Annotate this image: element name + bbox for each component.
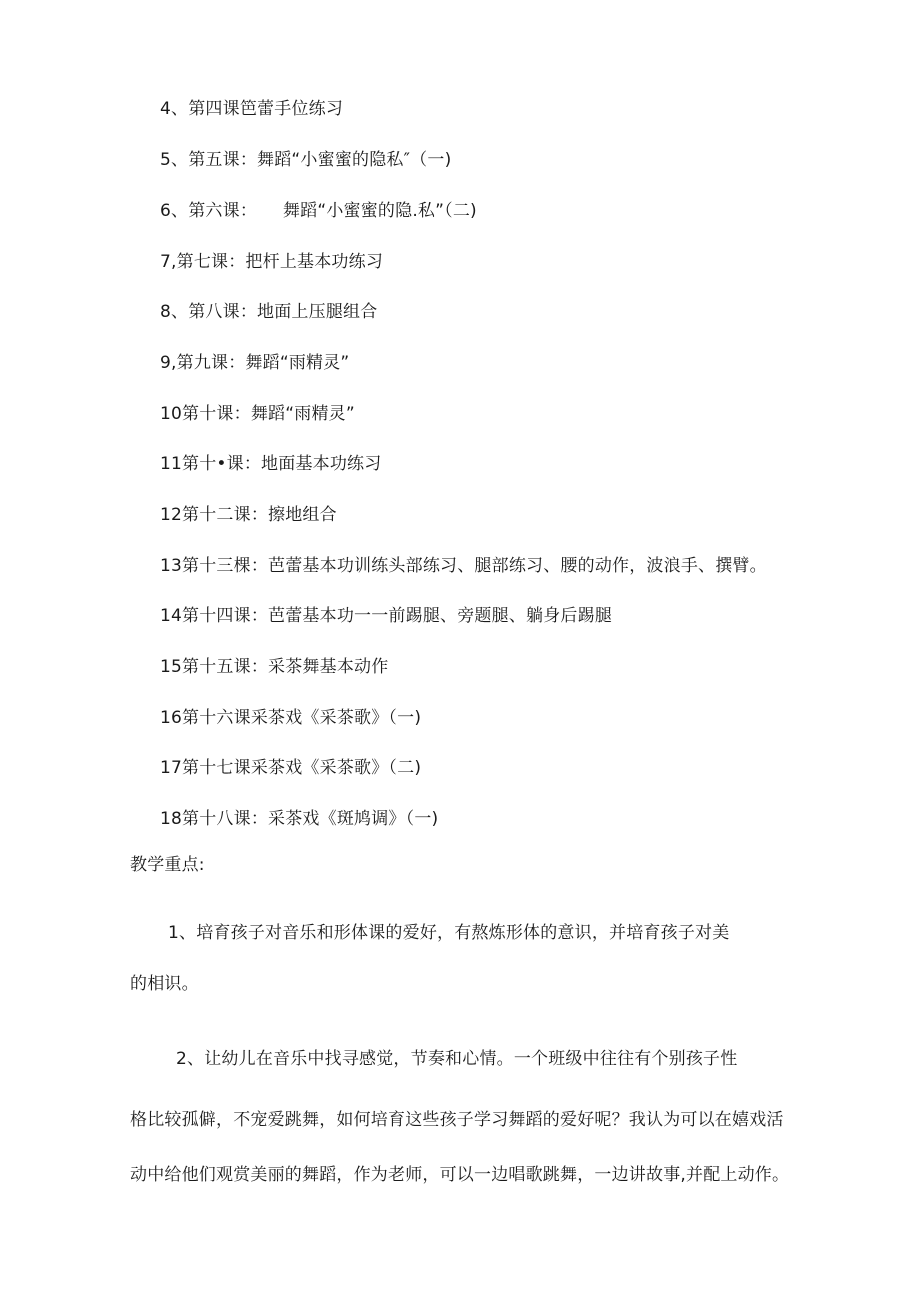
lesson-item-13: 13第十三棵：芭蕾基本功训练头部练习、腿部练习、腰的动作，波浪手、撰臂。 [160,556,767,576]
lesson-item-8: 8、第八课：地面上压腿组合 [160,302,378,322]
lesson-item-9: 9,第九课：舞蹈“雨精灵” [160,353,350,373]
lesson-item-16: 16第十六课采茶戏《采茶歌》（一) [160,708,422,728]
lesson-item-7: 7,第七课：把杆上基本功练习 [160,252,384,272]
focus-para1-line1: 1、培育孩子对音乐和形体课的爱好，有熬炼形体的意识，并培育孩子对美 [168,923,730,943]
focus-para2-line1: 2、让幼儿在音乐中找寻感觉，节奏和心情。一个班级中往往有个别孩子性 [176,1049,738,1069]
lesson-item-6: 6、第六课： 舞蹈“小蜜蜜的隐.私”（二) [160,201,477,221]
focus-para2-line3: 动中给他们观赏美丽的舞蹈，作为老师，可以一边唱歌跳舞，一边讲故事,并配上动作。 [130,1165,790,1185]
focus-para2-line2: 格比较孤僻，不宠爱跳舞，如何培育这些孩子学习舞蹈的爱好呢？我认为可以在嬉戏活 [130,1110,784,1130]
lesson-item-15: 15第十五课：采茶舞基本动作 [160,657,389,677]
lesson-item-12: 12第十二课：擦地组合 [160,505,337,525]
lesson-item-10: 10第十课：舞蹈“雨精灵” [160,404,355,424]
lesson-item-14: 14第十四课：芭蕾基本功一一前踢腿、旁题腿、躺身后踢腿 [160,606,613,626]
lesson-item-11: 11第十•课：地面基本功练习 [160,454,382,474]
focus-para1-line2: 的相识。 [130,974,199,994]
section-heading-focus: 教学重点: [130,855,205,875]
lesson-item-4: 4、第四课笆蕾手位练习 [160,99,344,119]
lesson-item-18: 18第十八课：采茶戏《斑鸠调》（一) [160,809,439,829]
lesson-item-5: 5、第五课：舞蹈“小蜜蜜的隐私″（一) [160,150,452,170]
lesson-item-17: 17第十七课采茶戏《采茶歌》（二) [160,758,422,778]
